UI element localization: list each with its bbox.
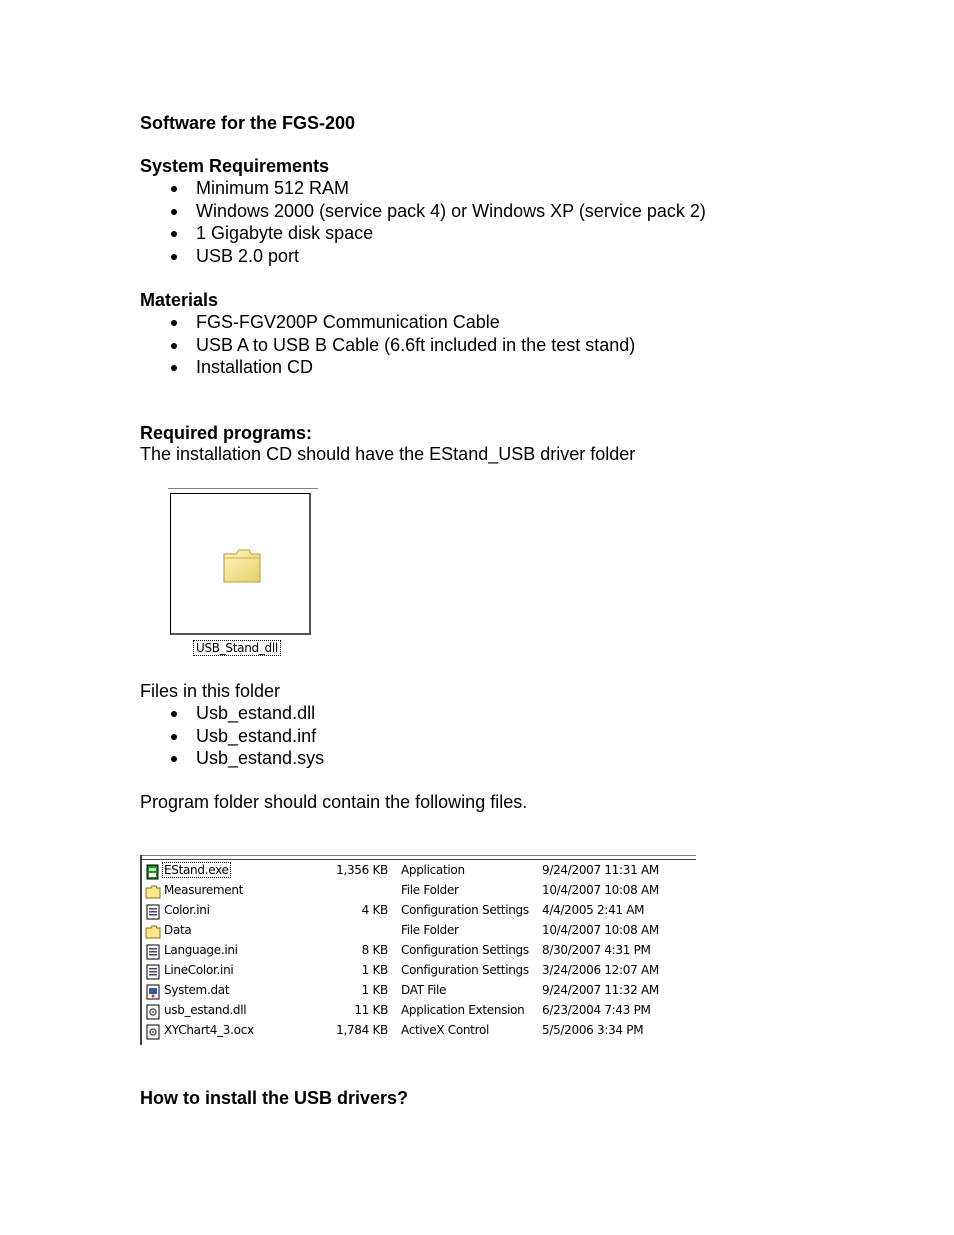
file-size: 1 KB: [361, 983, 388, 997]
list-item: USB 2.0 port: [140, 245, 706, 268]
folder-icon: [145, 924, 161, 940]
file-list-screenshot: [140, 855, 696, 1045]
dat-file-icon: [145, 984, 161, 1000]
folder-label[interactable]: USB_Stand_dll: [193, 640, 281, 656]
file-type: Application Extension: [401, 1003, 525, 1017]
dll-file-icon: [145, 1004, 161, 1020]
required-programs-text: The installation CD should have the EStand_USB driver folder: [140, 444, 636, 464]
file-name: Data: [164, 923, 192, 937]
column-header-bar: [140, 855, 696, 860]
bullet-icon: [171, 254, 177, 260]
file-name: usb_estand.dll: [164, 1003, 247, 1017]
file-row[interactable]: [140, 961, 696, 981]
bullet-icon: [171, 343, 177, 349]
list-item: Windows 2000 (service pack 4) or Windows XP (service pack 2): [140, 200, 706, 223]
required-programs-heading: Required programs:: [140, 423, 313, 443]
bullet-icon: [171, 734, 177, 740]
file-row[interactable]: [140, 921, 696, 941]
file-size: 1,784 KB: [336, 1023, 388, 1037]
file-name: Measurement: [164, 883, 244, 897]
activex-file-icon: [145, 1024, 161, 1040]
bullet-icon: [171, 320, 177, 326]
bullet-icon: [171, 231, 177, 237]
bullet-icon: [171, 209, 177, 215]
file-row[interactable]: [140, 1021, 696, 1041]
materials-heading: Materials: [140, 290, 219, 310]
file-name: Color.ini: [164, 903, 210, 917]
list-item: USB A to USB B Cable (6.6ft included in the test stand): [140, 334, 635, 357]
list-item: Installation CD: [140, 356, 635, 379]
bullet-icon: [171, 711, 177, 717]
list-item: FGS-FGV200P Communication Cable: [140, 311, 635, 334]
file-size: 1,356 KB: [336, 863, 388, 877]
list-item: Usb_estand.dll: [140, 702, 324, 725]
divider: [168, 488, 318, 489]
folder-frame: [170, 493, 311, 635]
file-row[interactable]: [140, 901, 696, 921]
file-modified: 3/24/2006 12:07 AM: [542, 963, 659, 977]
bullet-icon: [171, 186, 177, 192]
file-modified: 9/24/2007 11:31 AM: [542, 863, 659, 877]
list-item: Minimum 512 RAM: [140, 177, 706, 200]
file-size: 11 KB: [354, 1003, 388, 1017]
file-type: DAT File: [401, 983, 447, 997]
folder-icon: [145, 884, 161, 900]
config-file-icon: [145, 964, 161, 980]
file-size: 1 KB: [361, 963, 388, 977]
file-row[interactable]: [140, 861, 696, 881]
file-type: ActiveX Control: [401, 1023, 490, 1037]
system-requirements-list: [140, 177, 706, 268]
file-type: Application: [401, 863, 465, 877]
file-row[interactable]: [140, 941, 696, 961]
document-title: Software for the FGS-200: [140, 113, 356, 133]
file-name: Language.ini: [164, 943, 238, 957]
folder-icon[interactable]: [223, 549, 261, 583]
system-requirements-heading: System Requirements: [140, 156, 330, 176]
config-file-icon: [145, 944, 161, 960]
list-item: 1 Gigabyte disk space: [140, 222, 706, 245]
application-icon: [145, 864, 161, 880]
file-modified: 6/23/2004 7:43 PM: [542, 1003, 651, 1017]
bullet-icon: [171, 756, 177, 762]
install-heading: How to install the USB drivers?: [140, 1088, 409, 1108]
files-in-folder-list: [140, 702, 324, 770]
program-folder-text: Program folder should contain the following files.: [140, 792, 528, 812]
file-row[interactable]: [140, 1001, 696, 1021]
file-name: XYChart4_3.ocx: [164, 1023, 254, 1037]
folder-screenshot: [168, 488, 320, 660]
file-name: LineColor.ini: [164, 963, 234, 977]
bullet-icon: [171, 365, 177, 371]
list-item: Usb_estand.inf: [140, 725, 324, 748]
list-item: Usb_estand.sys: [140, 747, 324, 770]
file-name: System.dat: [164, 983, 230, 997]
file-row[interactable]: [140, 881, 696, 901]
config-file-icon: [145, 904, 161, 920]
file-modified: 4/4/2005 2:41 AM: [542, 903, 645, 917]
file-modified: 8/30/2007 4:31 PM: [542, 943, 651, 957]
file-type: File Folder: [401, 883, 459, 897]
file-modified: 10/4/2007 10:08 AM: [542, 883, 659, 897]
file-type: File Folder: [401, 923, 459, 937]
file-size: 4 KB: [361, 903, 388, 917]
files-in-folder-text: Files in this folder: [140, 681, 281, 701]
file-type: Configuration Settings: [401, 903, 529, 917]
file-row[interactable]: [140, 981, 696, 1001]
materials-list: [140, 311, 635, 379]
file-type: Configuration Settings: [401, 943, 529, 957]
file-type: Configuration Settings: [401, 963, 529, 977]
file-name: EStand.exe: [164, 863, 229, 877]
file-modified: 10/4/2007 10:08 AM: [542, 923, 659, 937]
file-modified: 9/24/2007 11:32 AM: [542, 983, 659, 997]
file-size: 8 KB: [361, 943, 388, 957]
file-modified: 5/5/2006 3:34 PM: [542, 1023, 644, 1037]
